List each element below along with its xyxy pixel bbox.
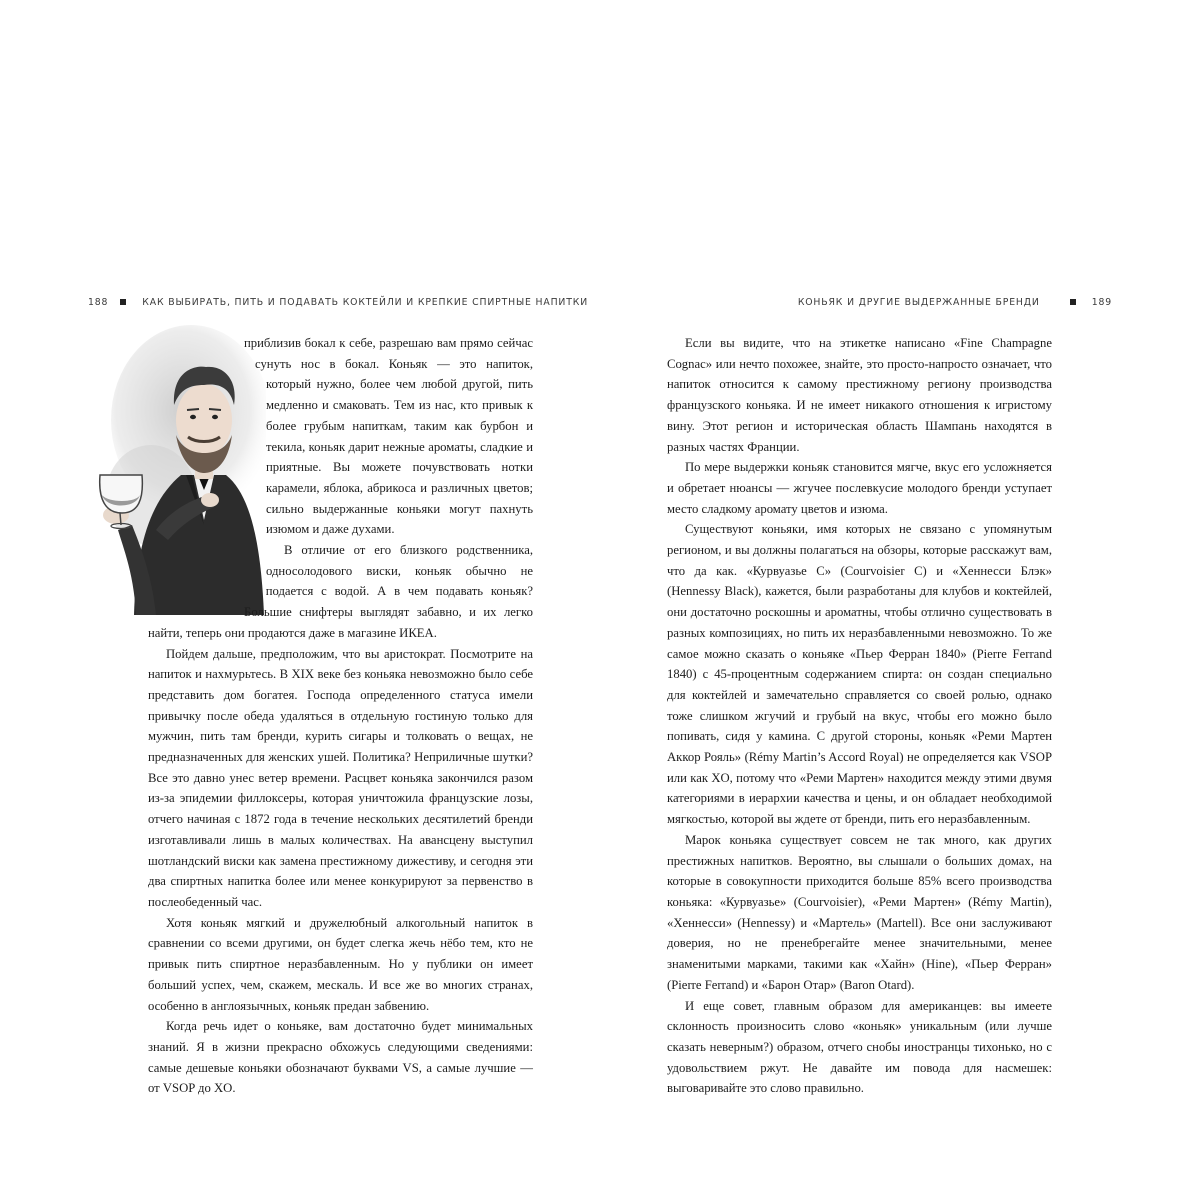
right-running-head [798,295,1112,309]
man-with-cognac-glass-illustration [96,325,266,615]
paragraph: Хотя коньяк мягкий и дружелюбный алкогольный напиток в сравнении со всеми другими, он будет слегка жечь нёбо тем, кто не привык пить спиртное неразбавленным. Но у публики он имеет больший успех, чем, скажем, мескаль. И все же во многих странах, особенно в англоязычных, коньяк предан забвению. [148,915,533,1013]
paragraph: Если вы видите, что на этикетке написано «Fine Champagne Cognac» или нечто похожее, знайте, это просто-напросто означает, что напиток относится к самому престижному региону производства французского коньяка. И не имеет никакого отношения к игристому вину. Этот регион и историческая область Шампань находятся в разных частях Франции. [667,336,1052,454]
left-running-head [88,295,588,309]
square-marker-icon [1070,299,1076,305]
paragraph: И еще совет, главным образом для американцев: вы имеете склонность произносить слово «коньяк» уникальным (или лучше сказать неверным?) образом, отчего снобы иностранцы тихонько, но с удовольствием ржут. Не давайте им повода для насмешек: выговаривайте это слово правильно. [667,998,1052,1096]
left-page-text [148,333,533,1099]
paragraph: Пойдем дальше, предположим, что вы аристократ. Посмотрите на напиток и нахмурьтесь. В XIX веке без коньяка невозможно было себе представить дом богатея. Господа определенного статуса имели привычку после обеда удаляться в отдельную гостиную только для мужчин, пить там бренди, курить сигары и толковать о вещах, не предназначенных для женских ушей. Политика? Неприличные шутки? Все это давно унес ветер времени. Расцвет коньяка закончился разом из-за эпидемии филлоксеры, которая уничтожила французские лозы, отчего начиная с 1872 года в течение нескольких десятилетий бренди изготавливали лишь в малых количествах. На авансцену выступил шотландский виски как замена престижному дижестиву, и сегодня эти два спиртных напитка более или менее конкурируют за первенство в послеобеденный час. [148,646,533,909]
paragraph: По мере выдержки коньяк становится мягче, вкус его усложняется и обретает нюансы — жгучее послевкусие молодого бренди уступает место сладкому аромату цветов и изюма. [667,460,1052,516]
paragraph: приблизив бокал к себе, разрешаю вам прямо сейчас сунуть нос в бокал. Коньяк — это напиток, который нужно, более чем любой другой, пить медленно и смаковать. Тем из нас, кто привык к более грубым напиткам, таким как бурбон и текила, коньяк дарит нежные ароматы, сладкие и приятные. Вы можете почувствовать нотки карамели, яблока, абрикоса и различных цветов; сильно выдержанные коньяки могут пахнуть изюмом и даже духами. [243,336,533,537]
square-marker-icon [120,299,126,305]
left-page-number: 188 [88,296,109,308]
right-running-title: КОНЬЯК И ДРУГИЕ ВЫДЕРЖАННЫЕ БРЕНДИ [797,296,1040,308]
paragraph: Когда речь идет о коньяке, вам достаточно будет минимальных знаний. Я в жизни прекрасно обхожусь следующими сведениями: самые дешевые коньяки обозначают буквами VS, а самые лучшие — от VSOP до XO. [148,1019,533,1096]
right-page-number: 189 [1091,296,1112,308]
paragraph: Существуют коньяки, имя которых не связано с упомянутым регионом, и вы должны полагаться на обзоры, которые расскажут вам, что да как. «Курвуазье С» (Courvoisier C) и «Хеннесси Блэк» (Hennessy Black), кажется, были разработаны для клубов и коктейлей, они достаточно роскошны и ароматны, чтобы отлично существовать в разных композициях, но пить их неразбавленными невозможно. То же самое можно сказать о коньяке «Пьер Ферран 1840» (Pierre Ferrand 1840) с 45-процентным содержанием спирта: он создан специально для коктейлей и замечательно справляется со своей ролью, однако тоже слишком жгучий и грубый на вкус, чтобы его можно было попивать, сидя у камина. С другой стороны, коньяк «Реми Мартен Аккор Рояль» (Rémy Martin’s Accord Royal) не определяется как VSOP или как XO, потому что «Реми Мартен» находится между этими двумя категориями в иерархии качества и цены, и он обладает необходимой мягкостью, которой вы ждете от бренди, пить его неразбавленным. [667,522,1052,827]
right-page-text [667,333,1052,1099]
left-running-title: КАК ВЫБИРАТЬ, ПИТЬ И ПОДАВАТЬ КОКТЕЙЛИ И КРЕПКИЕ СПИРТНЫЕ НАПИТКИ [142,296,589,308]
paragraph: Марок коньяка существует совсем не так много, как других престижных напитков. Вероятно, вы слышали о больших домах, на которые в совокупности приходится больше 85% всего производства коньяка: «Курвуазье» (Courvoisier), «Реми Мартен» (Rémy Martin), «Хеннесси» (Hennessy) и «Мартель» (Martell). Все они заслуживают доверия, но не пренебрегайте менее значительными, менее знаменитыми марками, такими как «Хайн» (Hine), «Пьер Ферран» (Pierre Ferrand) и «Барон Отар» (Baron Otard). [667,832,1052,992]
paragraph: В отличие от его близкого родственника, односолодового виски, коньяк обычно не подается с водой. А в чем подавать коньяк? Большие снифтеры выглядят забавно, и их легко найти, теперь они продаются даже в магазине ИКЕА. [148,543,533,640]
